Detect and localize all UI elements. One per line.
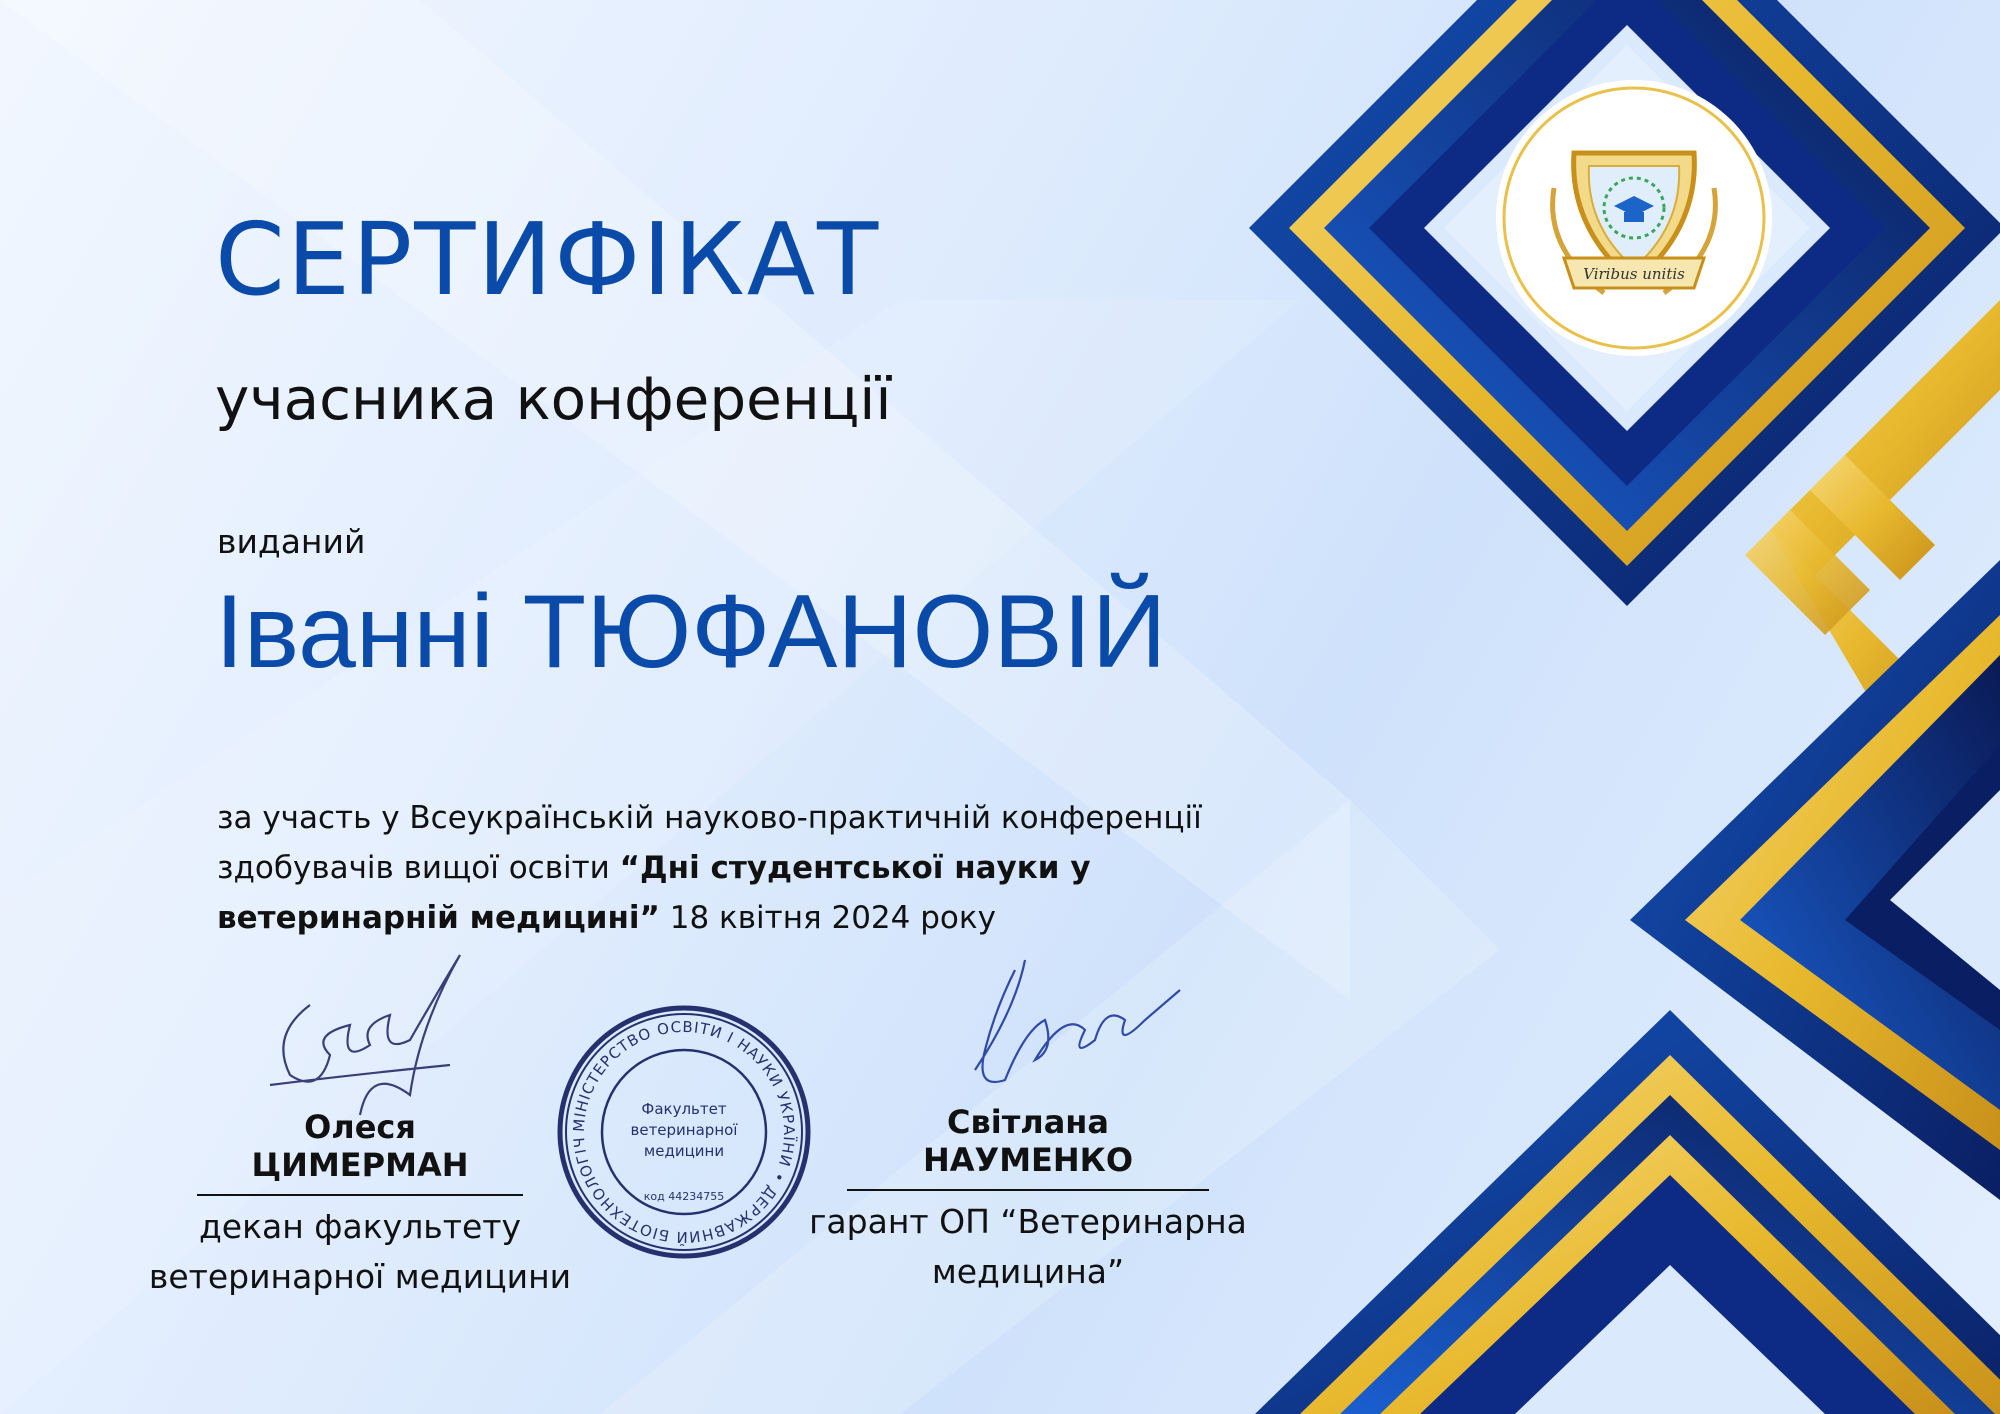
certificate-description — [217, 793, 1327, 943]
signature-2-image — [955, 950, 1185, 1110]
signatory-dean-role-line-2: ветеринарної медицини — [148, 1257, 572, 1296]
stamp-code: код 44234755 — [643, 1190, 725, 1203]
signature-1-image — [250, 945, 480, 1125]
conference-name: “Дні студентської науки у ветеринарній медицині” — [217, 850, 1091, 936]
signatory-dean-name: Олеся ЦИМЕРМАН — [197, 1108, 523, 1196]
description-text-2: 18 квітня 2024 року — [659, 900, 996, 936]
stamp-center-line-2: ветеринарної — [630, 1121, 738, 1139]
certificate-title: СЕРТИФІКАТ — [215, 201, 881, 318]
signatory-dean-role — [135, 1202, 585, 1302]
signatory-guarantor-role-line-1: гарант ОП “Ветеринарна — [809, 1202, 1247, 1241]
issued-label: виданий — [217, 522, 366, 561]
recipient-name: Іванні ТЮФАНОВІЙ — [215, 574, 1167, 690]
stamp-outer-text: МІНІСТЕРСТВО ОСВІТИ І НАУКИ УКРАЇНИ • ДЕРЖАВНИЙ БІОТЕХНОЛОГІЧ — [569, 1017, 799, 1247]
faculty-stamp — [554, 1002, 814, 1262]
signatory-dean-role-line-1: декан факультету — [198, 1207, 522, 1246]
stamp-center-line-1: Факультет — [641, 1100, 727, 1118]
stamp-center-line-3: медицини — [643, 1142, 725, 1160]
signatory-dean — [135, 1108, 585, 1302]
seal-motto: Viribus unitis — [1583, 265, 1685, 283]
signatory-guarantor-role — [808, 1197, 1248, 1297]
signatory-guarantor-name: Світлана НАУМЕНКО — [847, 1103, 1209, 1191]
description-text-1: за участь у Всеукраїнській науково-практичній конференції здобувачів вищої освіти — [217, 800, 1202, 886]
certificate-subtitle: учасника конференції — [215, 365, 892, 433]
university-seal-logo — [1494, 78, 1774, 358]
signatory-guarantor-role-line-2: медицина” — [931, 1252, 1125, 1291]
signatory-guarantor — [808, 1103, 1248, 1297]
